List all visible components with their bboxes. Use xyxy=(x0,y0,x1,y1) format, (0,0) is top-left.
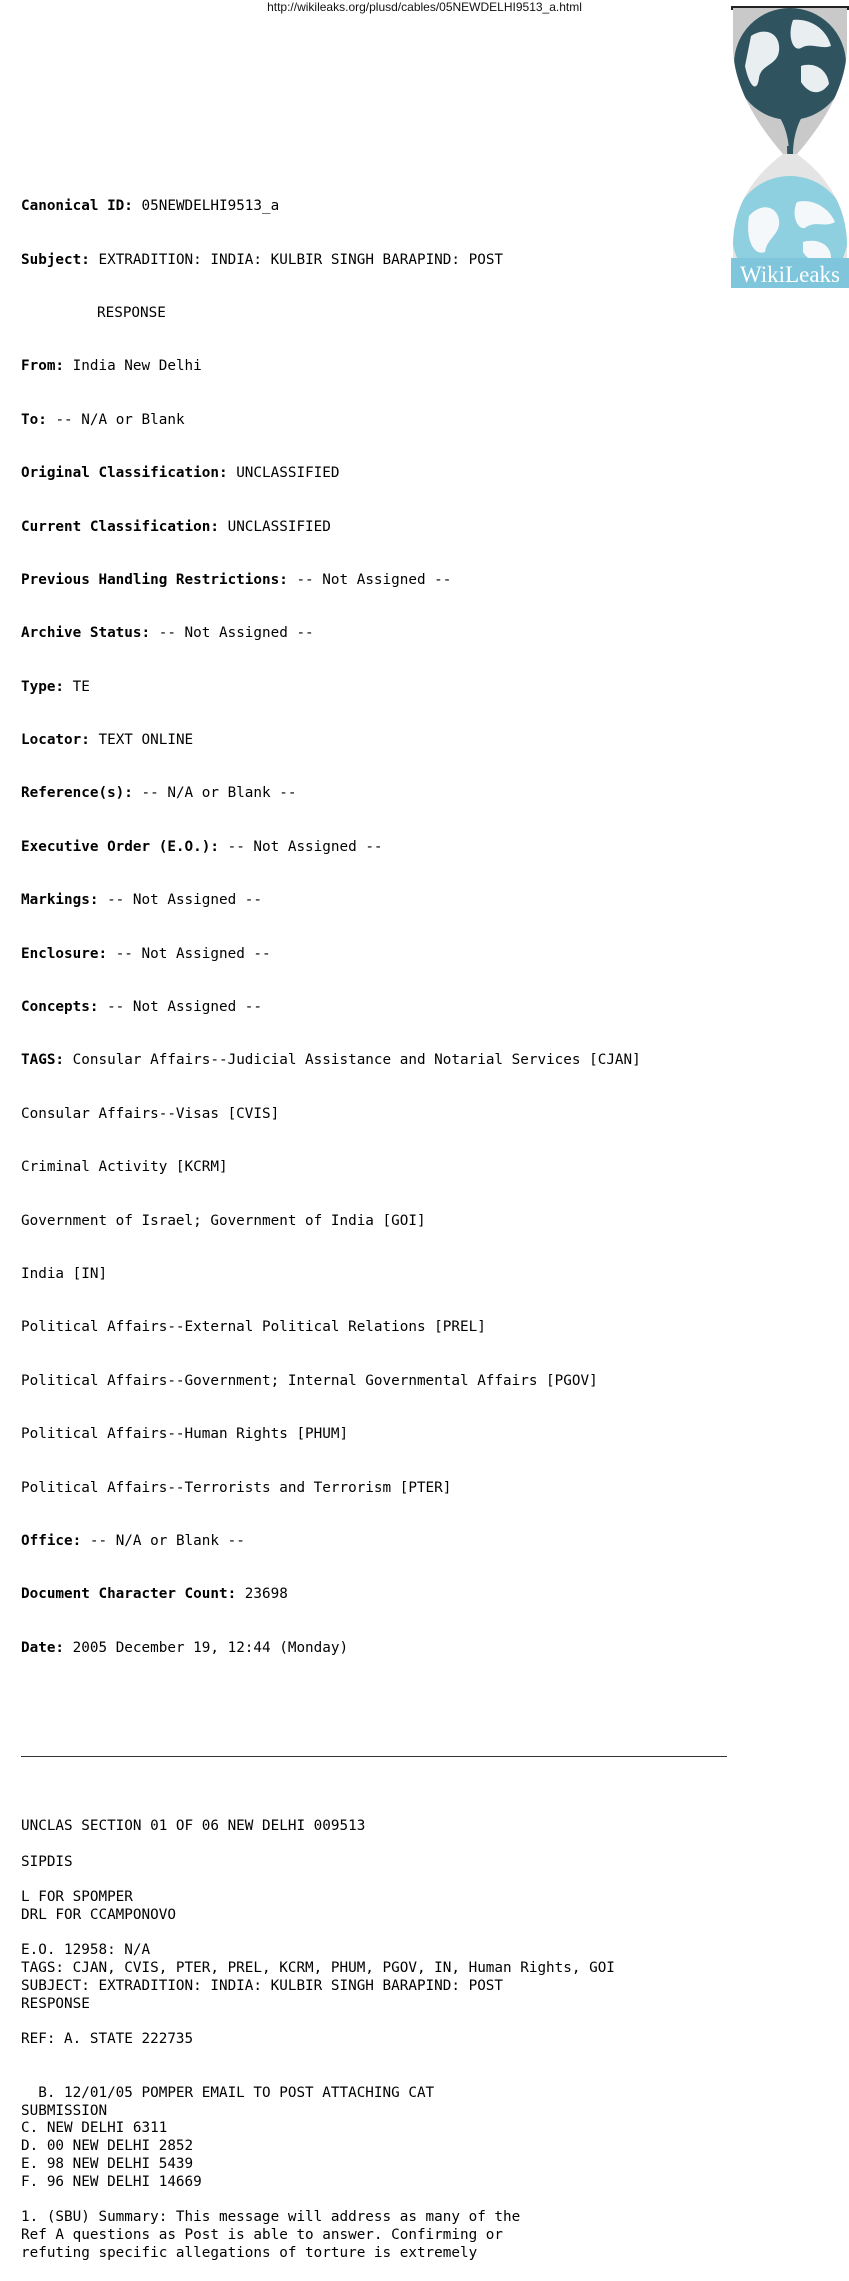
body-line: SUBJECT: EXTRADITION: INDIA: KULBIR SINGH BARAPIND: POST xyxy=(21,1978,504,1995)
body-line: TAGS: CJAN, CVIS, PTER, PREL, KCRM, PHUM, PGOV, IN, Human Rights, GOI xyxy=(21,1960,615,1977)
meta-enclosure: Enclosure: -- Not Assigned -- xyxy=(21,945,271,962)
meta-subject-continued: RESPONSE xyxy=(97,304,166,321)
body-blank-line xyxy=(21,2049,741,2067)
hourglass-globe-icon xyxy=(731,6,849,288)
meta-tag-line: Political Affairs--External Political Relations [PREL] xyxy=(21,1319,486,1336)
body-blank-line xyxy=(21,2192,741,2210)
body-line: refuting specific allegations of torture is extremely xyxy=(21,2245,478,2262)
body-line: E.O. 12958: N/A xyxy=(21,1942,151,1959)
wikileaks-logo xyxy=(731,6,849,288)
body-blank-line xyxy=(21,1871,741,1889)
meta-markings: Markings: -- Not Assigned -- xyxy=(21,892,263,909)
metadata-block xyxy=(21,163,741,1694)
wikileaks-logo-text: WikiLeaks xyxy=(740,262,840,287)
body-line: UNCLAS SECTION 01 OF 06 NEW DELHI 009513 xyxy=(21,1817,366,1834)
cable-document xyxy=(21,127,741,2281)
body-line: SUBMISSION xyxy=(21,2102,108,2119)
meta-to: To: -- N/A or Blank xyxy=(21,411,185,428)
body-line: SIPDIS xyxy=(21,1853,73,1870)
body-line: 1. (SBU) Summary: This message will address as many of the xyxy=(21,2209,521,2226)
body-blank-line xyxy=(21,1925,741,1943)
meta-tag-line: Political Affairs--Government; Internal Governmental Affairs [PGOV] xyxy=(21,1372,598,1389)
section-divider xyxy=(21,1756,727,1757)
body-line: D. 00 NEW DELHI 2852 xyxy=(21,2138,194,2155)
meta-tag-line: Criminal Activity [KCRM] xyxy=(21,1159,228,1176)
meta-references: Reference(s): -- N/A or Blank -- xyxy=(21,785,297,802)
meta-tag-line: Government of Israel; Government of India [GOI] xyxy=(21,1212,426,1229)
meta-from: From: India New Delhi xyxy=(21,358,202,375)
body-line: C. NEW DELHI 6311 xyxy=(21,2120,168,2137)
body-line: L FOR SPOMPER xyxy=(21,1889,133,1906)
meta-locator: Locator: TEXT ONLINE xyxy=(21,732,194,749)
meta-office: Office: -- N/A or Blank -- xyxy=(21,1532,245,1549)
body-blank-line xyxy=(21,1836,741,1854)
cable-body xyxy=(21,1818,741,2263)
meta-date: Date: 2005 December 19, 12:44 (Monday) xyxy=(21,1639,349,1656)
meta-tag-line: Political Affairs--Human Rights [PHUM] xyxy=(21,1426,349,1443)
body-line: E. 98 NEW DELHI 5439 xyxy=(21,2156,194,2173)
meta-original-classification: Original Classification: UNCLASSIFIED xyxy=(21,465,340,482)
meta-current-classification: Current Classification: UNCLASSIFIED xyxy=(21,518,331,535)
meta-subject: Subject: EXTRADITION: INDIA: KULBIR SINGH BARAPIND: POST xyxy=(21,251,504,268)
meta-concepts: Concepts: -- Not Assigned -- xyxy=(21,999,263,1016)
meta-tag-line: Political Affairs--Terrorists and Terrorism [PTER] xyxy=(21,1479,452,1496)
meta-tag-line: India [IN] xyxy=(21,1266,108,1282)
body-line: F. 96 NEW DELHI 14669 xyxy=(21,2173,202,2190)
meta-previous-handling: Previous Handling Restrictions: -- Not Assigned -- xyxy=(21,571,452,588)
page-url-header: http://wikileaks.org/plusd/cables/05NEWDELHI9513_a.html xyxy=(267,0,582,14)
body-blank-line xyxy=(21,2014,741,2032)
body-line: Ref A questions as Post is able to answer. Confirming or xyxy=(21,2227,504,2244)
meta-type: Type: TE xyxy=(21,678,90,695)
meta-executive-order: Executive Order (E.O.): -- Not Assigned -- xyxy=(21,838,383,855)
body-line: REF: A. STATE 222735 xyxy=(21,2031,194,2048)
body-line: RESPONSE xyxy=(21,1995,90,2012)
meta-character-count: Document Character Count: 23698 xyxy=(21,1586,288,1603)
body-line: DRL FOR CCAMPONOVO xyxy=(21,1906,176,1923)
body-blank-line xyxy=(21,2067,741,2085)
meta-tag-line: Consular Affairs--Visas [CVIS] xyxy=(21,1105,280,1122)
meta-archive-status: Archive Status: -- Not Assigned -- xyxy=(21,625,314,642)
body-line: B. 12/01/05 POMPER EMAIL TO POST ATTACHING CAT xyxy=(21,2084,435,2101)
meta-tags: TAGS: Consular Affairs--Judicial Assistance and Notarial Services [CJAN] xyxy=(21,1052,641,1069)
meta-canonical-id: Canonical ID: 05NEWDELHI9513_a xyxy=(21,198,280,215)
